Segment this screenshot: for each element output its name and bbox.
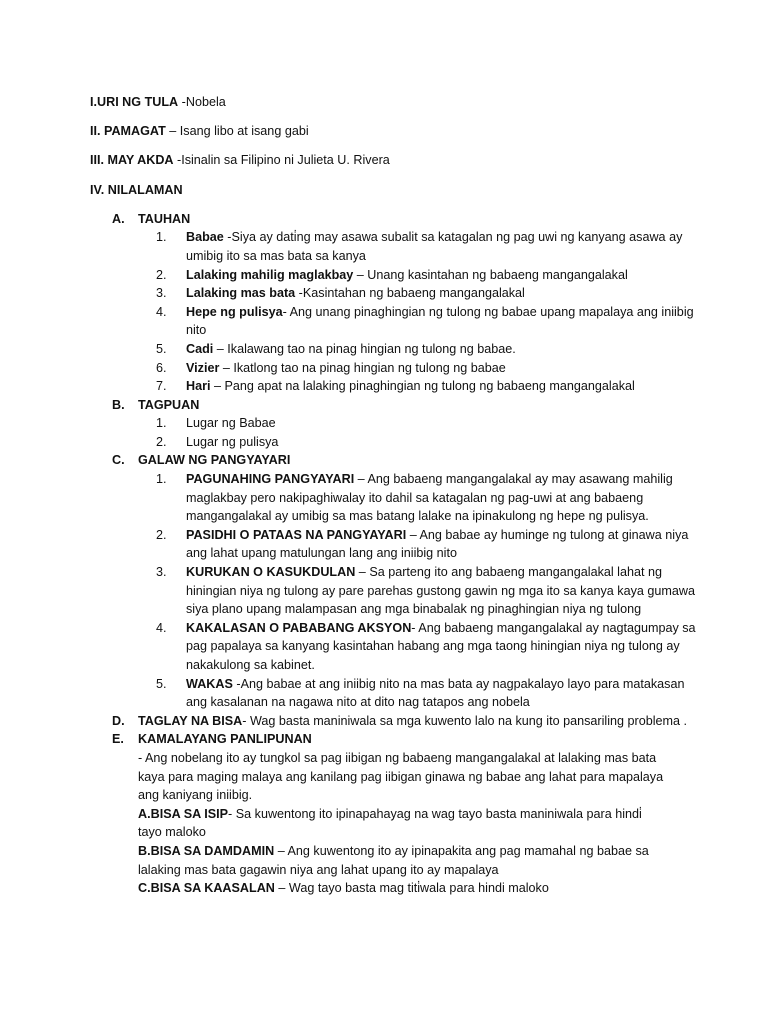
item-number: 5. — [156, 676, 167, 691]
list-item — [90, 414, 708, 433]
pamagat-text: – Isang libo at isang gabi — [165, 124, 309, 139]
section-marker: C. — [112, 453, 125, 468]
may-akda-label: III. MAY AKDA — [90, 153, 174, 168]
item-body: – Ikatlong tao na pinag hingian ng tulong ng babae — [219, 360, 506, 375]
item-text — [186, 377, 708, 396]
item-number: 6. — [156, 360, 167, 375]
item-number: 2. — [156, 267, 167, 282]
list-item — [90, 266, 708, 285]
item-text — [186, 228, 708, 265]
list-item — [90, 563, 708, 619]
may-akda — [90, 151, 708, 170]
bisa-isip — [90, 805, 668, 842]
item-text — [186, 619, 708, 675]
list-item — [90, 619, 708, 675]
item-number: 5. — [156, 341, 167, 356]
bisa-label: C.BISA SA KAASALAN — [138, 881, 275, 896]
list-item — [90, 228, 708, 265]
bisa-text: – Ang kuwentong ito ay ipinapakita ang pag mamahal ng babae sa lalaking mas bata gagawin niya ang lahat upang ito ay mapalaya — [138, 843, 649, 877]
item-body: -Kasintahan ng babaeng mangangalakal — [295, 286, 525, 301]
section-kamalayang — [90, 730, 708, 749]
uri-label: I.URI NG TULA — [90, 95, 179, 109]
section-text: - Wag basta maniniwala sa mga kuwento lalo na kung ito pansariling problema . — [242, 713, 688, 728]
item-body: – Ikalawang tao na pinag hingian ng tulong ng babae. — [213, 341, 516, 356]
item-number: 4. — [156, 620, 167, 635]
list-item — [90, 340, 708, 359]
item-text — [186, 340, 708, 359]
item-number: 2. — [156, 434, 167, 449]
item-text — [186, 303, 708, 340]
item-text — [186, 266, 708, 285]
section-tauhan — [90, 210, 708, 229]
item-number: 1. — [156, 230, 167, 245]
item-body: -Ang babae at ang iniibig nito na mas bata ay nagpakalayo layo para matakasan ang kasalanan na nagawa nito at dito nag tatapos ang nobela — [186, 676, 685, 710]
item-body: – Unang kasintahan ng babaeng mangangalakal — [353, 267, 628, 282]
item-label: Hari — [186, 379, 211, 394]
item-label: Cadi — [186, 341, 214, 356]
section-title: TAUHAN — [138, 211, 191, 226]
item-label: Lalaking mahilig maglakbay — [186, 267, 354, 282]
item-label: Lalaking mas bata — [186, 286, 296, 301]
item-text — [186, 526, 708, 563]
section-title: TAGLAY NA BISA — [138, 713, 243, 728]
item-text — [186, 284, 708, 303]
item-number: 3. — [156, 565, 167, 580]
item-number: 7. — [156, 379, 167, 394]
list-item — [90, 433, 708, 452]
item-body: - Ang unang pinaghingian ng tulong ng babae upang mapalaya ang iniibig nito — [186, 304, 694, 338]
item-body: – Ang babaeng mangangalakal ay may asawang mahilig maglakbay pero nakipaghiwalay ito dahil sa katagalan ng pag-uwi at ang babaeng mangangalakal ay umibig sa mas batang lalake na ipinakulong ng hepe ng pulisya. — [186, 472, 673, 524]
section-title: KAMALAYANG PANLIPUNAN — [138, 732, 312, 747]
section-tagpuan — [90, 396, 708, 415]
item-label: Hepe ng pulisya — [186, 304, 283, 319]
section-marker: B. — [112, 397, 125, 412]
bisa-label: B.BISA SA DAMDAMIN — [138, 843, 275, 858]
item-text — [186, 359, 708, 378]
list-item — [90, 526, 708, 563]
paragraph: - Ang nobelang ito ay tungkol sa pag iibigan ng babaeng mangangalakal at lalaking mas bata kaya para maging malaya ang kanilang pag iibigan ginawa ng babae ang lahat para mapalaya ang kaniyang iniibig. — [138, 750, 664, 803]
bisa-kaasalan — [90, 879, 668, 898]
section-marker: E. — [112, 732, 124, 747]
item-label: PAGUNAHING PANGYAYARI — [186, 472, 355, 487]
item-label: KAKALASAN O PABABANG AKSYON — [186, 620, 412, 635]
item-text: Lugar ng pulisya — [186, 434, 279, 449]
item-text — [186, 675, 708, 712]
item-body: -Siya ay dati̇ng may asawa subalit sa katagalan ng pag uwi ng kanyang asawa ay umibig ito sa mas bata sa kanya — [186, 230, 683, 263]
list-item — [90, 675, 708, 712]
bisa-label: A.BISA SA ISIP — [138, 806, 229, 821]
item-label: Vizier — [186, 360, 220, 375]
item-body: – Sa parteng ito ang babaeng mangangalakal lahat ng hiningian niya ng tulong ay pare parehas gustong gawin ng mga ito sa kanya kaya gumawa siya plano upang malampasan ang mga binabalak ng pinaghingian niya ng tulong — [186, 565, 695, 617]
section-galaw — [90, 451, 708, 470]
list-item — [90, 284, 708, 303]
item-text — [186, 470, 708, 526]
item-body: - Ang babaeng mangangalakal ay nagtagumpay sa pag papalaya sa kanyang kasintahan habang ang mga taong hiningian niya ng tulong ay nakakulong sa kabinet. — [186, 620, 696, 672]
item-number: 1. — [156, 472, 167, 487]
list-item — [90, 303, 708, 340]
item-label: KURUKAN O KASUKDULAN — [186, 565, 356, 580]
item-number: 2. — [156, 527, 167, 542]
may-akda-text: -Isinalin sa Filipino ni Julieta U. Rivera — [173, 153, 390, 168]
item-body: – Ang babae ay huminge ng tulong at ginawa niya ang lahat upang matulungan lang ang iniibig nito — [186, 527, 689, 561]
section-title: TAGPUAN — [138, 397, 200, 412]
item-number: 4. — [156, 304, 167, 319]
section-marker: D. — [112, 713, 125, 728]
list-item — [90, 470, 708, 526]
bisa-damdamin — [90, 842, 668, 879]
list-item — [90, 359, 708, 378]
nilalaman-label: IV. NILALAMAN — [90, 182, 183, 197]
section-title: GALAW NG PANGYAYARI — [138, 453, 291, 468]
pamagat — [90, 122, 708, 141]
item-label: WAKAS — [186, 676, 233, 691]
item-text — [186, 563, 708, 619]
item-label: Babae — [186, 230, 224, 245]
bisa-text: – Wag tayo basta mag titi̇wala para hindi maloko — [274, 881, 549, 896]
item-text: Lugar ng Babae — [186, 416, 276, 431]
pamagat-label: II. PAMAGAT — [90, 124, 166, 139]
list-item — [90, 377, 708, 396]
section-marker: A. — [112, 211, 125, 226]
uri-text: -Nobela — [178, 95, 226, 109]
item-number: 1. — [156, 416, 167, 431]
item-body: – Pang apat na lalaking pinaghingian ng tulong ng babaeng mangangalakal — [210, 379, 635, 394]
uri-ng-tula — [90, 93, 708, 112]
item-label: PASIDHI O PATAAS NA PANGYAYARI — [186, 527, 407, 542]
bisa-text: - Sa kuwentong ito ipinapahayag na wag tayo basta maniniwala para hindi̇ tayo maloko — [138, 806, 642, 840]
item-number: 3. — [156, 286, 167, 301]
section-taglay — [90, 712, 708, 731]
nilalaman — [90, 181, 708, 200]
